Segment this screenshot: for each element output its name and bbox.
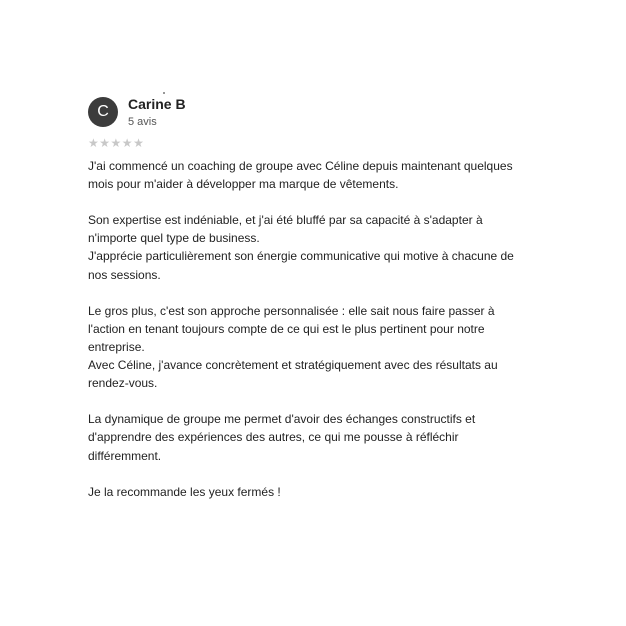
review-paragraph: La dynamique de groupe me permet d'avoir des échanges constructifs et d'apprendre des expériences des autres, ce qui me pousse à réfléchir différemment. bbox=[88, 412, 476, 463]
reviewer-review-count: 5 avis bbox=[128, 116, 157, 128]
review-paragraph: Je la recommande les yeux fermés ! bbox=[88, 484, 281, 499]
star-icon: ★ bbox=[121, 136, 133, 150]
star-icon: ★ bbox=[110, 136, 122, 150]
avatar[interactable]: C bbox=[88, 97, 118, 127]
review-header bbox=[88, 94, 528, 128]
review-paragraph: Le gros plus, c'est son approche personnalisée : elle sait nous faire passer à l'action en tenant toujours compte de ce qui est le plus pertinent pour notre entreprise. Avec Céline, j'avance concrètement et stratégiquement avec des résultats au rendez-vous. bbox=[88, 303, 498, 391]
separator-dot bbox=[163, 92, 165, 94]
review-paragraph: J'ai commencé un coaching de groupe avec Céline depuis maintenant quelques mois pour m'aider à développer ma marque de vêtements. bbox=[88, 159, 513, 192]
star-rating bbox=[88, 136, 528, 150]
review-card bbox=[88, 94, 528, 519]
reviewer-name[interactable]: Carine B bbox=[128, 96, 186, 112]
reviewer-info bbox=[128, 94, 186, 129]
star-icon: ★ bbox=[133, 136, 144, 150]
review-paragraph: Son expertise est indéniable, et j'ai été bluffé par sa capacité à s'adapter à n'importe quel type de business. J'apprécie particulièrement son énergie communicative qui motive à chacune de nos sessions. bbox=[88, 213, 514, 282]
star-icon: ★ bbox=[88, 136, 99, 150]
review-text bbox=[88, 157, 528, 501]
star-icon: ★ bbox=[99, 136, 111, 150]
